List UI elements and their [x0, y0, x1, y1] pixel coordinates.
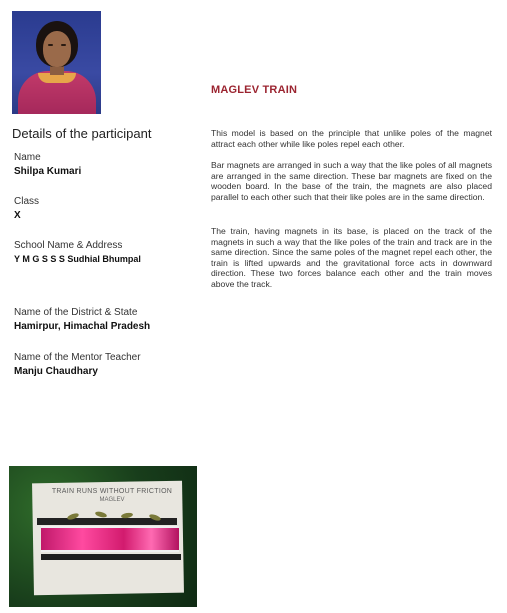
name-value: Shilpa Kumari	[14, 166, 82, 177]
mentor-value: Manju Chaudhary	[14, 366, 98, 377]
class-value: X	[14, 210, 21, 221]
description-paragraph-3: The train, having magnets in its base, is placed on the track of the magnets in such a way that the like poles of the train and track are in the same direction. Since the same poles of the magnet repel each other, the train is lifted upwards and the gravitational force acts in downward direction. These two forces balance each other and the train moves above the track.	[211, 226, 492, 289]
school-label: School Name & Address	[14, 240, 123, 251]
description-paragraph-2: Bar magnets are arranged in such a way that the like poles of all magnets are arranged in the same direction. These bar magnets are fixed on the wooden board. In the base of the train, the magnets are also placed parallel to each other such that their like poles are in the same direction.	[211, 160, 492, 202]
district-value: Hamirpur, Himachal Pradesh	[14, 321, 151, 332]
district-label: Name of the District & State	[14, 307, 138, 318]
participant-photo	[12, 11, 101, 114]
mentor-label: Name of the Mentor Teacher	[14, 352, 141, 363]
name-label: Name	[14, 152, 41, 163]
class-label: Class	[14, 196, 40, 207]
model-sign-line-2: MAGLEV	[99, 497, 125, 503]
school-value: Y M G S S S Sudhial Bhumpal	[14, 254, 141, 264]
description-paragraph-1: This model is based on the principle that unlike poles of the magnet attract each other while like poles repel each other.	[211, 128, 492, 149]
model-sign-line-1: TRAIN RUNS WITHOUT FRICTION	[51, 488, 173, 495]
model-photo	[9, 466, 197, 607]
project-title: MAGLEV TRAIN	[211, 84, 298, 96]
details-heading: Details of the participant	[12, 126, 152, 141]
